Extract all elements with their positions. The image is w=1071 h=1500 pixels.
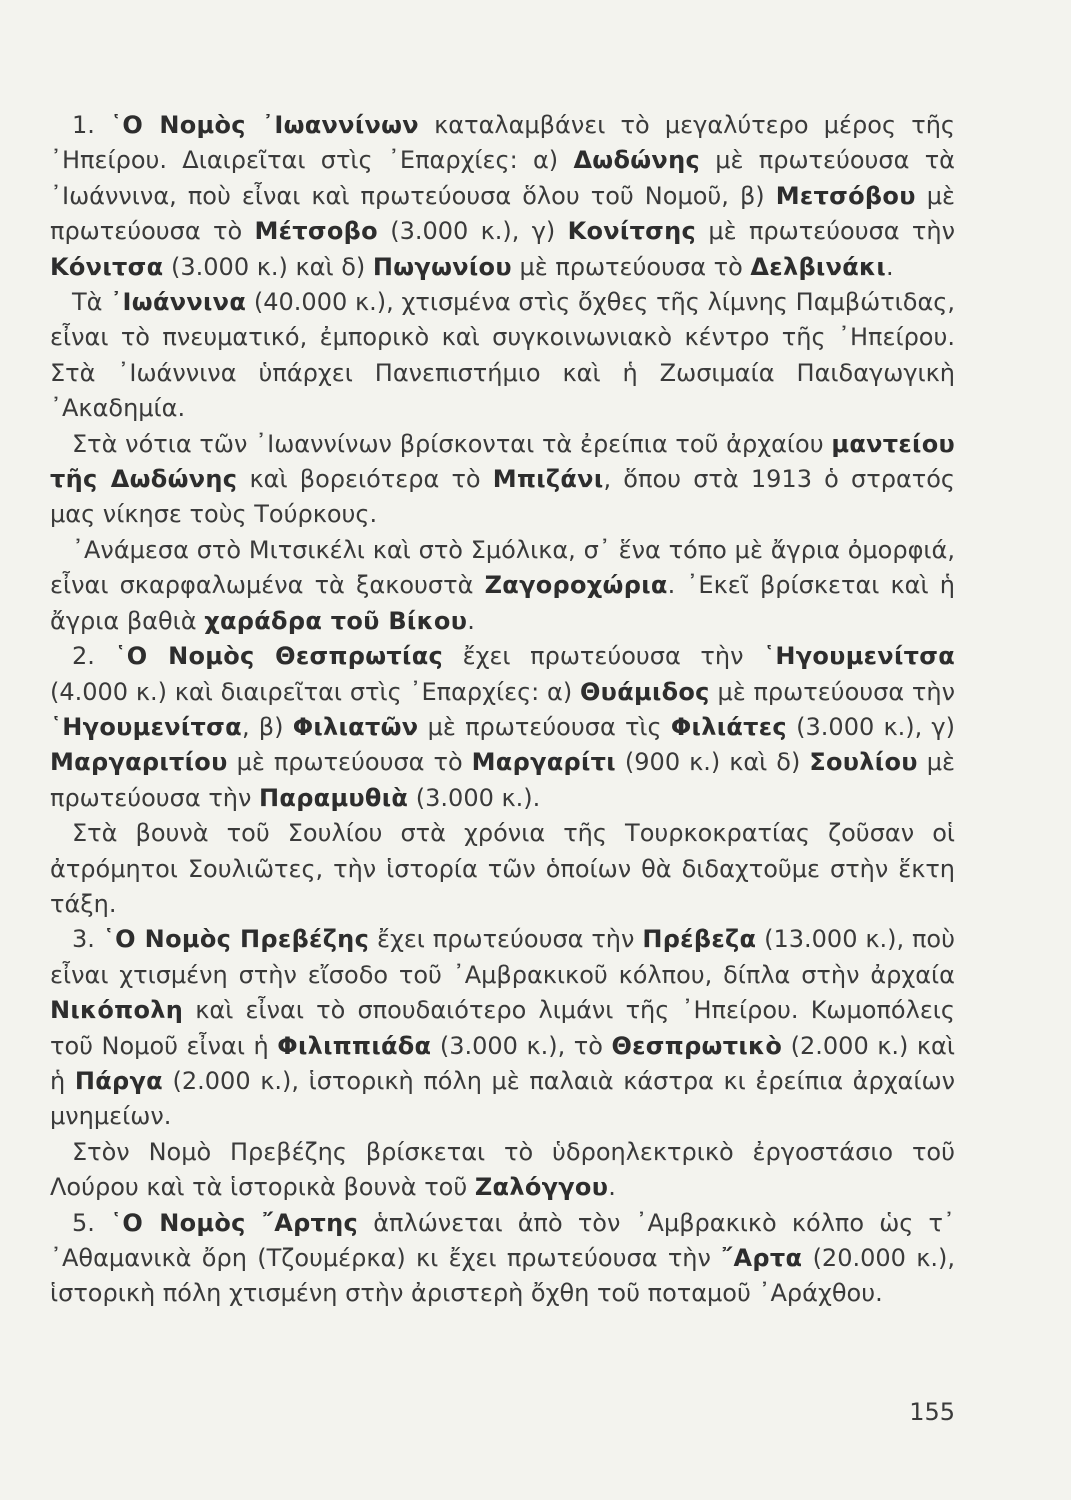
bold-term: Ζαγοροχώρια (484, 571, 668, 600)
text-run: . ᾿Εκεῖ βρίσκεται καὶ ἡ ἄγρια βαθιὰ (50, 571, 955, 635)
text-run: 3. (72, 925, 103, 954)
bold-term: Φιλιππιάδα (277, 1031, 432, 1060)
bold-term: Δωδώνης (573, 146, 700, 175)
text-run: μὲ πρωτεύουσα τὴν (50, 748, 955, 812)
text-run: ἔχει πρωτεύουσα τὴν (369, 925, 643, 954)
paragraph (50, 285, 955, 427)
bold-term: μαντείου τῆς Δωδώνης (50, 429, 955, 494)
text-run: , ὅπου στὰ 1913 ὁ στρατός μας νίκησε τοὺς Τούρκους. (50, 465, 955, 529)
bold-term: Φιλιάτες (670, 712, 787, 741)
text-run: Στὰ νότια τῶν ᾿Ιωαννίνων βρίσκονται τὰ ἐρείπια τοῦ ἀρχαίου (72, 429, 832, 458)
bold-term: Κόνιτσα (50, 252, 164, 281)
text-run: (3.000 κ.) καὶ δ) (163, 252, 373, 281)
text-run: ἁπλώνεται ἀπὸ τὸν ᾿Αμβρακικὸ κόλπο ὡς τ᾿ ᾿Αθαμανικὰ ὄρη (Τζουμέρκα) κι ἔχει πρωτεύουσα τὴν (50, 1208, 955, 1272)
bold-term: ᾿Ιωάννινα (110, 288, 247, 317)
bold-term: χαράδρα τοῦ Βίκου (204, 606, 468, 635)
bold-term: Παραμυθιὰ (259, 783, 409, 812)
body-text (50, 108, 955, 1312)
bold-term: Θυάμιδος (579, 677, 710, 706)
bold-term: Μαργαρίτι (471, 748, 616, 777)
bold-term: Δελβινάκι (750, 252, 887, 281)
bold-term: Πωγωνίου (372, 252, 512, 281)
text-run: (20.000 κ.), ἱστορικὴ πόλη χτισμένη στὴν ἀριστερὴ ὄχθη τοῦ ποταμοῦ ᾿Αράχθου. (50, 1244, 955, 1308)
text-run: 2. (72, 642, 115, 671)
text-run: (40.000 κ.), χτισμένα στὶς ὄχθες τῆς λίμνης Παμβώτιδας, εἶναι τὸ πνευματικό, ἐμπορικὸ καὶ συγκοινωνιακὸ κέντρο τῆς ᾿Ηπείρου. Στὰ ᾿Ιωάννινα ὑπάρχει Πανεπιστήμιο καὶ ἡ Ζωσιμαία Παιδαγωγικὴ ᾿Ακαδημία. (50, 288, 955, 423)
paragraph (50, 1206, 955, 1312)
text-run: (2.000 κ.), ἱστορικὴ πόλη μὲ παλαιὰ κάστρα κι ἐρείπια ἀρχαίων μνημείων. (50, 1066, 956, 1131)
bold-term: Μπιζάνι (492, 465, 604, 494)
text-run: Τὰ (72, 288, 111, 317)
bold-term: ῾Ο Νομὸς ᾿Ιωαννίνων (110, 111, 419, 139)
text-run: . (886, 252, 894, 281)
text-run: (3.000 κ.). (408, 783, 541, 812)
bold-term: Πάργα (74, 1066, 163, 1095)
text-run: καὶ βορειότερα τὸ (237, 465, 493, 494)
text-run: μὲ πρωτεύουσα τὸ (50, 181, 955, 246)
bold-term: Κονίτσης (567, 217, 697, 246)
paragraph (50, 816, 955, 922)
bold-term: Μέτσοβο (254, 217, 378, 246)
text-run: (13.000 κ.), ποὺ εἶναι χτισμένη στὴν εἴσοδο τοῦ ᾿Αμβρακικοῦ κόλπου, δίπλα στὴν ἀρχαία (50, 925, 956, 989)
text-run: καὶ εἶναι τὸ σπουδαιότερο λιμάνι τῆς ᾿Ηπείρου. Κωμοπόλεις τοῦ Νομοῦ εἶναι ἡ (50, 996, 955, 1060)
text-run: (900 κ.) καὶ δ) (615, 748, 810, 777)
paragraph (50, 533, 955, 639)
bold-term: Πρέβεζα (642, 925, 757, 954)
bold-term: Μετσόβου (775, 181, 916, 210)
text-run: 5. (72, 1208, 111, 1237)
bold-term: ῾Ο Νομὸς Πρεβέζης (102, 925, 370, 954)
text-run: μὲ πρωτεύουσα τὸ (227, 748, 472, 777)
bold-term: ῾Ηγουμενίτσα (50, 712, 242, 741)
text-run: (4.000 κ.) καὶ διαιρεῖται στὶς ᾿Επαρχίες: α) (50, 677, 580, 706)
text-run: μὲ πρωτεύουσα τὶς (418, 712, 671, 741)
bold-term: ῾Ο Νομὸς ῎Αρτης (110, 1208, 359, 1237)
text-run: ἔχει πρωτεύουσα τὴν (443, 642, 764, 671)
text-run: καταλαμβάνει τὸ μεγαλύτερο μέρος τῆς ᾿Ηπείρου. Διαιρεῖται στὶς ᾿Επαρχίες: α) (50, 111, 955, 175)
bold-term: ῎Αρτα (721, 1244, 803, 1272)
bold-term: ῾Ο Νομὸς Θεσπρωτίας (114, 642, 444, 671)
text-run: (3.000 κ.), τὸ (431, 1031, 612, 1060)
bold-term: Σουλίου (809, 748, 918, 777)
bold-term: Νικόπολη (50, 996, 184, 1025)
paragraph (50, 639, 955, 816)
text-run: . (467, 606, 475, 635)
paragraph (50, 922, 955, 1134)
text-run: Στὰ βουνὰ τοῦ Σουλίου στὰ χρόνια τῆς Τουρκοκρατίας ζοῦσαν οἱ ἀτρόμητοι Σουλιῶτες, τὴν ἱστορία τῶν ὁποίων θὰ διδαχτοῦμε στὴν ἕκτη τάξη. (50, 819, 955, 918)
text-run: μὲ πρωτεύουσα τὴν (696, 217, 956, 246)
text-run: 1. (72, 111, 111, 139)
bold-term: Μαργαριτίου (50, 748, 228, 777)
text-run: μὲ πρωτεύουσα τὴν (709, 677, 956, 706)
text-run: , β) (241, 712, 293, 741)
bold-term: ῾Ηγουμενίτσα (763, 642, 956, 671)
text-run: μὲ πρωτεύουσα τὸ (511, 252, 751, 281)
text-run: Στὸν Νομὸ Πρεβέζης βρίσκεται τὸ ὑδροηλεκτρικὸ ἐργοστάσιο τοῦ Λούρου καὶ τὰ ἱστορικὰ βουνὰ τοῦ (50, 1137, 955, 1202)
paragraph (50, 1135, 955, 1206)
bold-term: Ζαλόγγου (474, 1173, 609, 1202)
paragraph (50, 108, 955, 285)
bold-term: Θεσπρωτικὸ (611, 1031, 783, 1060)
text-run: ᾿Ανάμεσα στὸ Μιτσικέλι καὶ στὸ Σμόλικα, σ᾿ ἕνα τόπο μὲ ἄγρια ὀμορφιά, εἶναι σκαρφαλωμένα τὰ ξακουστὰ (50, 535, 955, 600)
text-run: μὲ πρωτεύουσα τὰ ᾿Ιωάννινα, ποὺ εἶναι καὶ πρωτεύουσα ὅλου τοῦ Νομοῦ, β) (50, 146, 956, 210)
bold-term: Φιλιατῶν (292, 712, 419, 741)
text-run: . (608, 1173, 616, 1202)
text-run: (3.000 κ.), γ) (786, 712, 955, 741)
text-run: (3.000 κ.), γ) (377, 217, 568, 246)
page-number: 155 (909, 1398, 955, 1426)
paragraph (50, 427, 955, 533)
text-run: (2.000 κ.) καὶ ἡ (50, 1031, 956, 1095)
